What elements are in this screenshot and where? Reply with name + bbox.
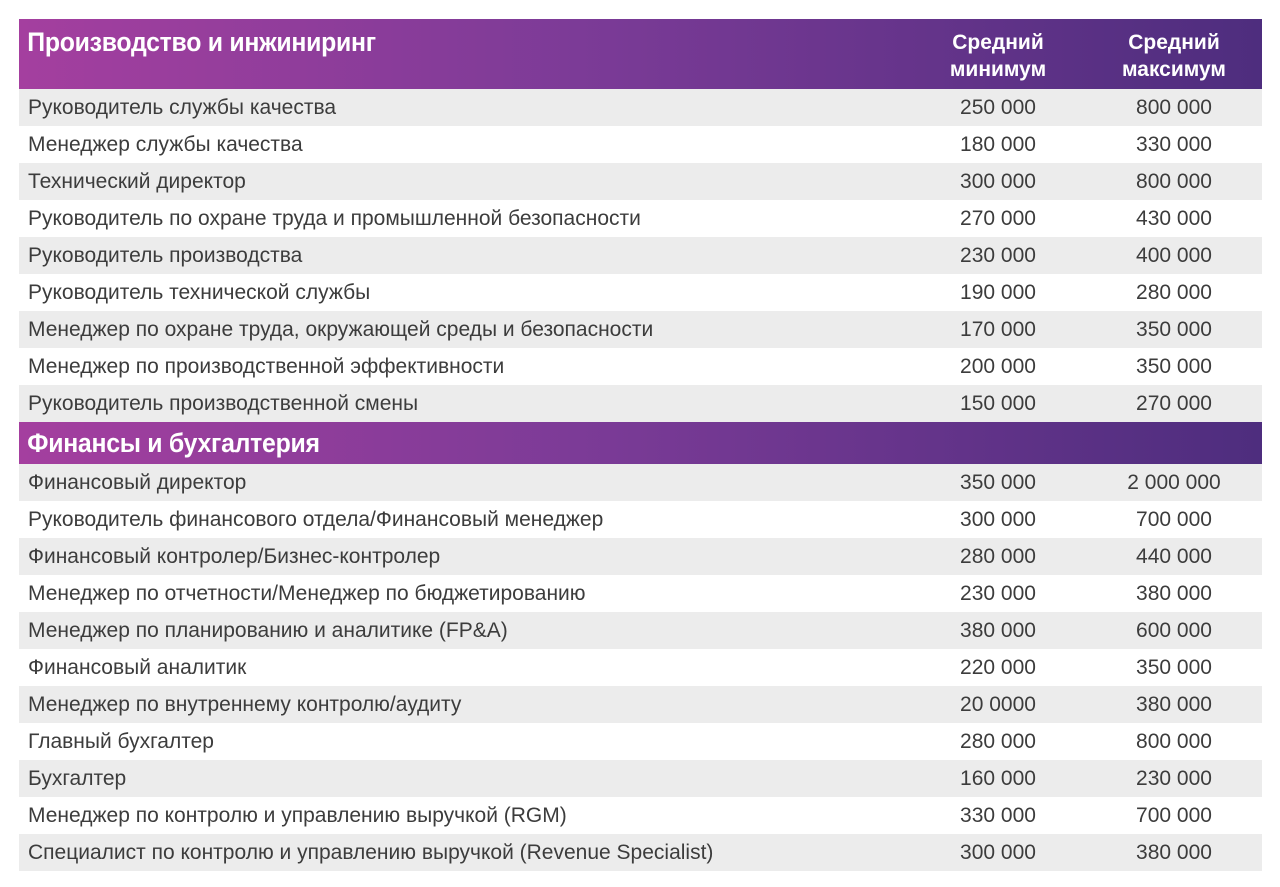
salary-min: 170 000 [960,317,1036,341]
salary-min: 20 0000 [960,692,1036,716]
section-header-finance [19,422,1262,464]
table-row [19,686,1262,723]
salary-max: 800 000 [1136,729,1212,753]
salary-min: 200 000 [960,354,1036,378]
salary-min: 300 000 [960,840,1036,864]
salary-max: 800 000 [1136,169,1212,193]
column-header-min [910,19,1086,89]
salary-max: 380 000 [1136,581,1212,605]
salary-max: 350 000 [1136,317,1212,341]
table-row [19,760,1262,797]
table-row [19,274,1262,311]
column-header-max-line2: максимум [1122,58,1226,81]
salary-max: 400 000 [1136,243,1212,267]
salary-min: 230 000 [960,243,1036,267]
column-header-min-line1: Средний [952,31,1044,54]
column-header-max [1086,19,1262,89]
table-row [19,575,1262,612]
table-row [19,200,1262,237]
position-name: Менеджер по отчетности/Менеджер по бюджетированию [28,581,586,605]
salary-min: 380 000 [960,618,1036,642]
table-row [19,538,1262,575]
salary-min: 220 000 [960,655,1036,679]
finance-rows [19,464,1262,871]
table-row [19,464,1262,501]
position-name: Руководитель производственной смены [28,391,419,415]
table-row [19,237,1262,274]
salary-max: 280 000 [1136,280,1212,304]
salary-min: 160 000 [960,766,1036,790]
position-name: Менеджер по контролю и управлению выручкой (RGM) [28,803,567,827]
position-name: Менеджер по планированию и аналитике (FP&A) [28,618,508,642]
salary-min: 280 000 [960,729,1036,753]
table-header [19,19,1262,89]
salary-min: 150 000 [960,391,1036,415]
salary-min: 350 000 [960,470,1036,494]
position-name: Руководитель технической службы [28,280,371,304]
salary-min: 330 000 [960,803,1036,827]
table-row [19,834,1262,871]
section-title-finance: Финансы и бухгалтерия [27,427,320,458]
salary-min: 190 000 [960,280,1036,304]
position-name: Главный бухгалтер [28,729,214,753]
salary-max: 2 000 000 [1127,470,1221,494]
table-row [19,649,1262,686]
salary-max: 380 000 [1136,840,1212,864]
salary-min: 180 000 [960,132,1036,156]
salary-max: 700 000 [1136,803,1212,827]
salary-max: 350 000 [1136,354,1212,378]
salary-max: 700 000 [1136,507,1212,531]
salary-max: 380 000 [1136,692,1212,716]
column-header-max-line1: Средний [1128,31,1220,54]
salary-max: 800 000 [1136,95,1212,119]
table-row [19,612,1262,649]
salary-min: 250 000 [960,95,1036,119]
table-row [19,163,1262,200]
table-row [19,501,1262,538]
salary-max: 330 000 [1136,132,1212,156]
position-name: Специалист по контролю и управлению выручкой (Revenue Specialist) [28,840,714,864]
position-name: Менеджер службы качества [28,132,303,156]
position-name: Финансовый директор [28,470,247,494]
salary-min: 300 000 [960,169,1036,193]
table-row [19,348,1262,385]
salary-min: 300 000 [960,507,1036,531]
position-name: Финансовый аналитик [28,655,247,679]
position-name: Руководитель производства [28,243,303,267]
table-row [19,723,1262,760]
position-name: Менеджер по производственной эффективности [28,354,505,378]
table-row [19,385,1262,422]
table-row [19,89,1262,126]
table-row [19,126,1262,163]
salary-max: 350 000 [1136,655,1212,679]
salary-max: 430 000 [1136,206,1212,230]
salary-min: 280 000 [960,544,1036,568]
table-row [19,797,1262,834]
column-header-min-line2: минимум [949,58,1047,81]
position-name: Бухгалтер [28,766,127,790]
position-name: Менеджер по охране труда, окружающей среды и безопасности [28,317,654,341]
section-title-production: Производство и инжиниринг [27,27,376,57]
position-name: Руководитель службы качества [28,95,337,119]
production-rows [19,89,1262,422]
salary-min: 230 000 [960,581,1036,605]
position-name: Руководитель финансового отдела/Финансовый менеджер [28,507,604,531]
position-name: Технический директор [28,169,246,193]
salary-max: 440 000 [1136,544,1212,568]
salary-max: 270 000 [1136,391,1212,415]
table-row [19,311,1262,348]
salary-table [19,19,1262,871]
salary-min: 270 000 [960,206,1036,230]
position-name: Руководитель по охране труда и промышленной безопасности [28,206,641,230]
position-name: Финансовый контролер/Бизнес-контролер [28,544,441,568]
position-name: Менеджер по внутреннему контролю/аудиту [28,692,462,716]
salary-max: 600 000 [1136,618,1212,642]
salary-max: 230 000 [1136,766,1212,790]
